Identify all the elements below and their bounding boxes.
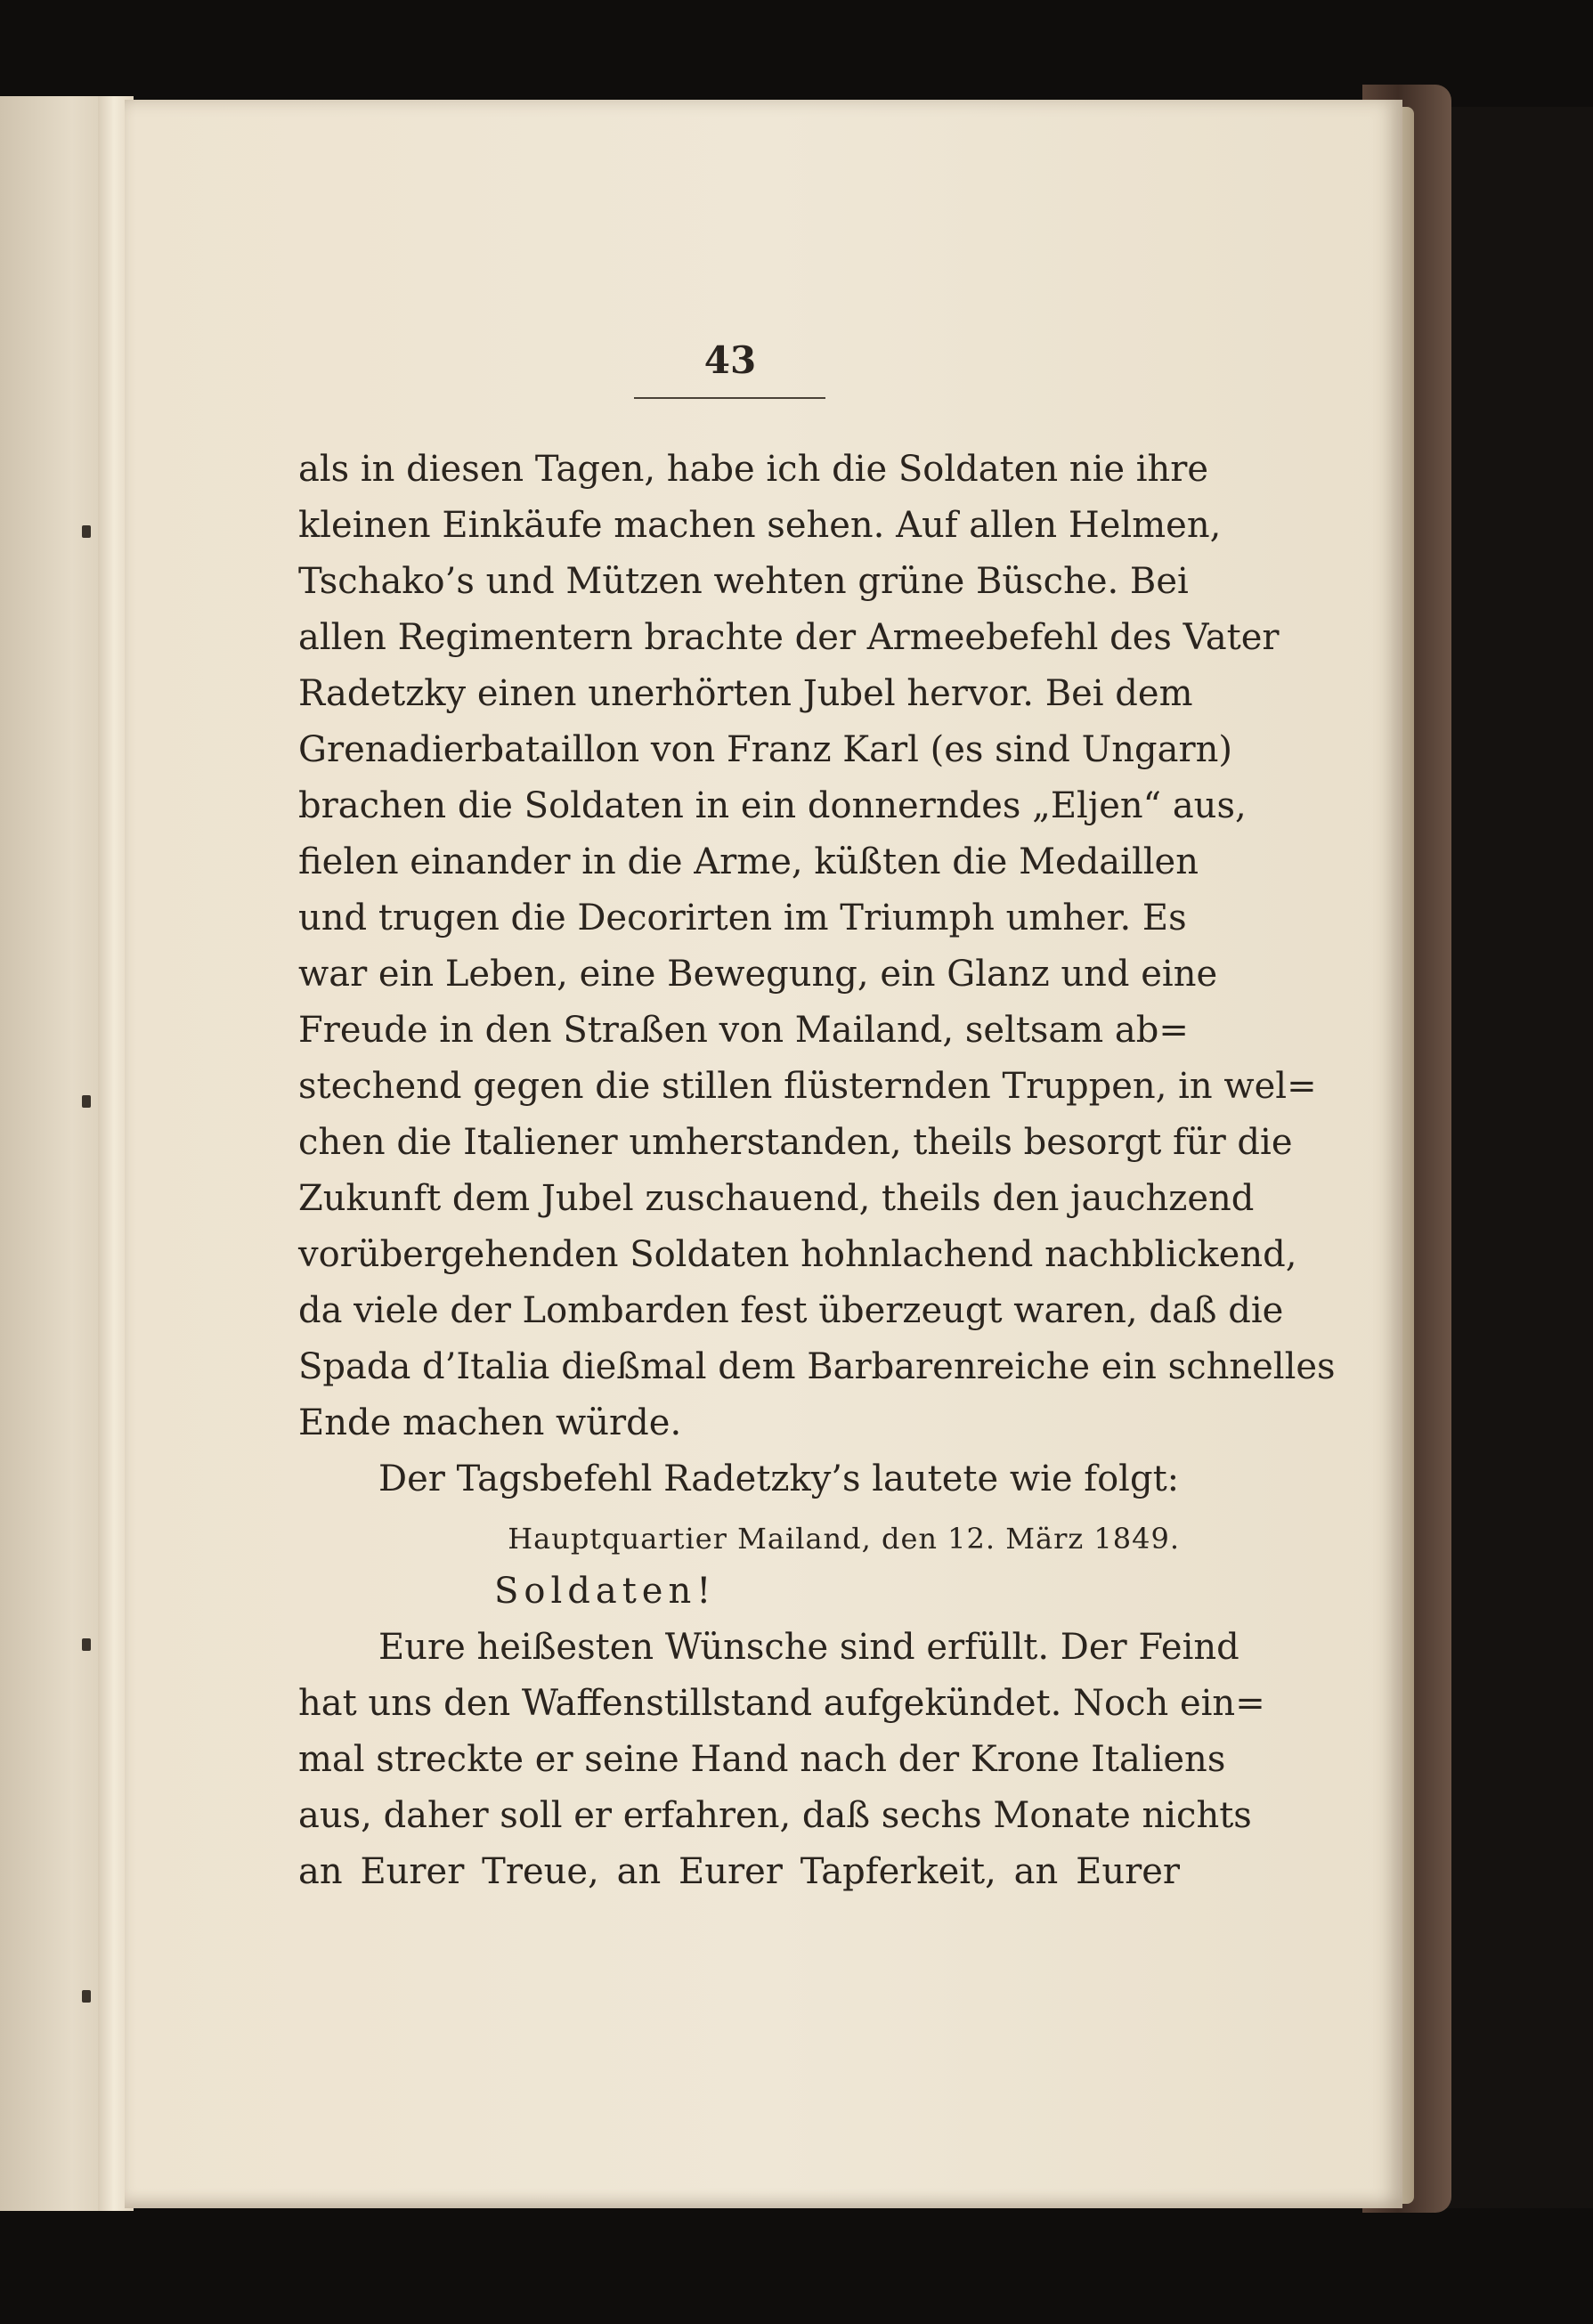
body-text (298, 442, 1336, 1900)
gutter-mark (82, 1638, 91, 1651)
order-line: an Eurer Treue, an Eurer Tapferkeit, an Eurer (298, 1851, 1180, 1892)
order-line: Eure heißesten Wünsche sind erfüllt. Der Feind (378, 1627, 1239, 1668)
text-line: Freude in den Straßen von Mailand, seltsam ab= (298, 1010, 1189, 1051)
background-bottom (0, 2208, 1593, 2324)
dateline: Hauptquartier Mailand, den 12. März 1849. (508, 1522, 1180, 1556)
text-line: Tschako’s und Mützen wehten grüne Büsche. Bei (298, 561, 1189, 602)
gutter-mark (82, 525, 91, 538)
text-line: als in diesen Tagen, habe ich die Soldaten nie ihre (298, 449, 1209, 490)
header-rule (634, 397, 825, 399)
background-top (0, 0, 1593, 107)
text-line: Zukunft dem Jubel zuschauend, theils den jauchzend (298, 1178, 1255, 1219)
text-line: Spada d’Italia dießmal dem Barbarenreiche ein schnelles (298, 1346, 1336, 1387)
book-page (125, 100, 1402, 2208)
salutation: Soldaten! (494, 1571, 717, 1612)
text-line: da viele der Lombarden fest überzeugt waren, daß die (298, 1290, 1284, 1331)
text-line: chen die Italiener umherstanden, theils besorgt für die (298, 1122, 1293, 1163)
text-line: Radetzky einen unerhörten Jubel hervor. Bei dem (298, 673, 1193, 714)
text-line: vorübergehenden Soldaten hohnlachend nachblickend, (298, 1234, 1297, 1275)
text-line: fielen einander in die Arme, küßten die Medaillen (298, 841, 1199, 882)
intro-line: Der Tagsbefehl Radetzky’s lautete wie folgt: (378, 1459, 1180, 1499)
text-line: Grenadierbataillon von Franz Karl (es sind Ungarn) (298, 729, 1232, 770)
order-line: mal streckte er seine Hand nach der Krone Italiens (298, 1739, 1226, 1780)
text-line: Ende machen würde. (298, 1402, 682, 1443)
text-line: und trugen die Decorirten im Triumph umher. Es (298, 898, 1187, 939)
gutter-mark (82, 1990, 91, 2003)
text-line: allen Regimentern brachte der Armeebefehl des Vater (298, 617, 1280, 658)
order-line: aus, daher soll er erfahren, daß sechs Monate nichts (298, 1795, 1252, 1836)
text-line: war ein Leben, eine Bewegung, ein Glanz und eine (298, 954, 1218, 995)
order-line: hat uns den Waffenstillstand aufgekündet. Noch ein= (298, 1683, 1265, 1724)
page-number: 43 (703, 338, 757, 382)
text-line: brachen die Soldaten in ein donnerndes „Eljen“ aus, (298, 785, 1247, 826)
gutter-mark (82, 1095, 91, 1108)
text-line: stechend gegen die stillen flüsternden Truppen, in wel= (298, 1066, 1317, 1107)
text-line: kleinen Einkäufe machen sehen. Auf allen Helmen, (298, 505, 1222, 546)
